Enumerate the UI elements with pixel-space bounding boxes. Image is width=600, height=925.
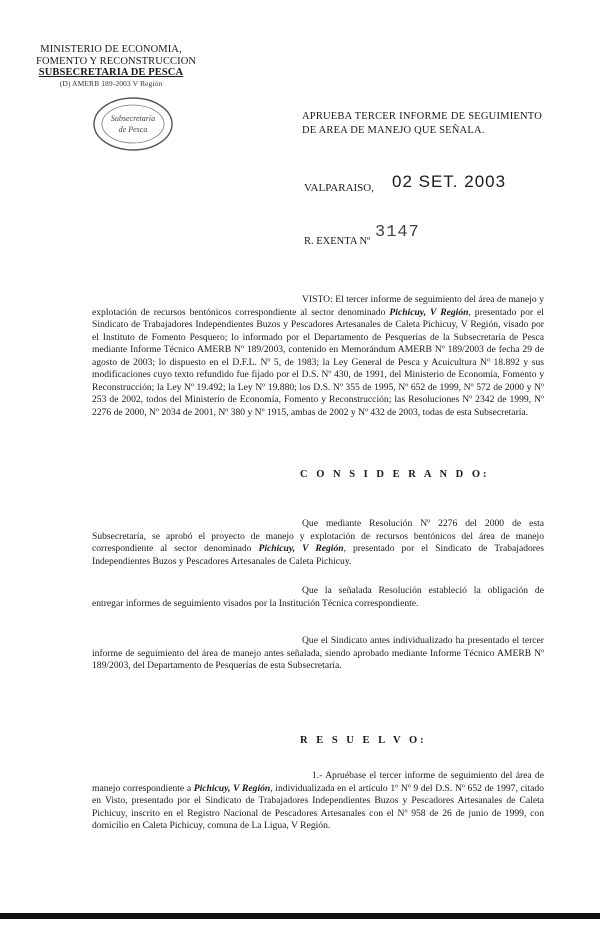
resolution-label: R. EXENTA Nº	[304, 236, 371, 247]
visto-paragraph: VISTO: El tercer informe de seguimiento del área de manejo y explotación de recursos bentónicos correspondiente al sector denominado Pichicuy, V Región, presentado por el Sindicato de Trabajadores Independientes Buzos y Pescadores Artesanales de Caleta Pichicuy, V Región, visado por el Instituto de Fomento Pesquero; lo informado por el Departamento de Pesquerías de la Subsecretaría de Pesca mediante Informe Técnico AMERB Nº 189/2003, contenido en Memorándum AMERB Nº 189/2003 de fecha 29 de agosto de 2003; lo dispuesto en el D.F.L. Nº 5, de 1983; la Ley General de Pesca y Acuicultura Nº 18.892 y sus modificaciones cuyo texto refundido fue fijado por el D.S. Nº 430, de 1991, del Ministerio de Economía, Fomento y Reconstrucción; la Ley Nº 19.492; la Ley Nº 19.880; los D.S. Nº 355 de 1995, Nº 652 de 1999, Nº 572 de 2000 y Nº 253 de 2002, todos del Ministerio de Economía, Fomento y Reconstrucción; las Resoluciones Nº 2342 de 1999, Nº 2276 de 2000, Nº 2034 de 2001, Nº 380 y Nº 1915, ambas de 2002 y Nº 432 de 2003, todas de esta Subsecretaría.	[92, 294, 544, 418]
resolution-number: 3147	[375, 223, 420, 242]
reference-code: (D) AMERB 189-2003 V Región	[59, 78, 163, 88]
official-stamp	[92, 96, 174, 152]
resuelvo-heading: R E S U E L V O:	[300, 735, 427, 746]
stamp-text-2: de Pesca	[118, 125, 148, 134]
document-subject: APRUEBA TERCER INFORME DE SEGUIMIENTO DE AREA DE MANEJO QUE SEÑALA.	[302, 111, 542, 136]
considerando-paragraph-1: Que mediante Resolución Nº 2276 del 2000 de esta Subsecretaría, se aprobó el proyecto de manejo y explotación de recursos bentónicos del área de manejo correspondiente al sector denominado Pichicuy, V Región, presentado por el Sindicato de Trabajadores Independientes Buzos y Pescadores Artesanales de Caleta Pichicuy.	[92, 518, 544, 567]
date-stamp: 02 SET. 2003	[392, 172, 507, 191]
item-number: 1.-	[312, 770, 323, 781]
sector-name: Pichicuy, V Región	[193, 782, 271, 794]
place-label: VALPARAISO,	[304, 182, 374, 194]
resuelvo-paragraph-1: 1.- Apruébase el tercer informe de seguimiento del área de manejo correspondiente a Pichicuy, V Región, individualizada en el artículo 1º Nº 9 del D.S. Nº 652 de 1997, citado en Visto, presentado por el Sindicato de Trabajadores Independientes Buzos y Pescadores Artesanales de Caleta Pichicuy, inscrito en el Registro Nacional de Pescadores Artesanales con el Nº 958 de 26 de junio de 1999, con domicilio en Caleta Pichicuy, comuna de La Ligua, V Región.	[92, 770, 544, 831]
scan-edge	[0, 913, 600, 919]
considerando-paragraph-2: Que la señalada Resolución estableció la obligación de entregar informes de seguimiento visados por la Institución Técnica correspondiente.	[92, 585, 544, 609]
ministry-header	[36, 44, 197, 88]
considerando-paragraph-3: Que el Sindicato antes individualizado ha presentado el tercer informe de seguimiento del área de manejo antes señalada, siendo aprobado mediante Informe Técnico AMERB Nº 189/2003, del Departamento de Pesquerías de esta Subsecretaría.	[92, 635, 544, 671]
ministry-line-2: FOMENTO Y RECONSTRUCCION	[36, 55, 197, 67]
considerando-heading: C O N S I D E R A N D O:	[300, 469, 490, 480]
ministry-line-1: MINISTERIO DE ECONOMIA,	[40, 44, 182, 55]
visto-lead: VISTO:	[302, 294, 333, 305]
sector-name: Pichicuy, V Región	[389, 306, 469, 318]
sector-name: Pichicuy, V Región	[258, 543, 344, 554]
subsecretaria-line: SUBSECRETARIA DE PESCA	[38, 67, 184, 78]
stamp-text-1: Subsecretaría	[110, 114, 156, 123]
